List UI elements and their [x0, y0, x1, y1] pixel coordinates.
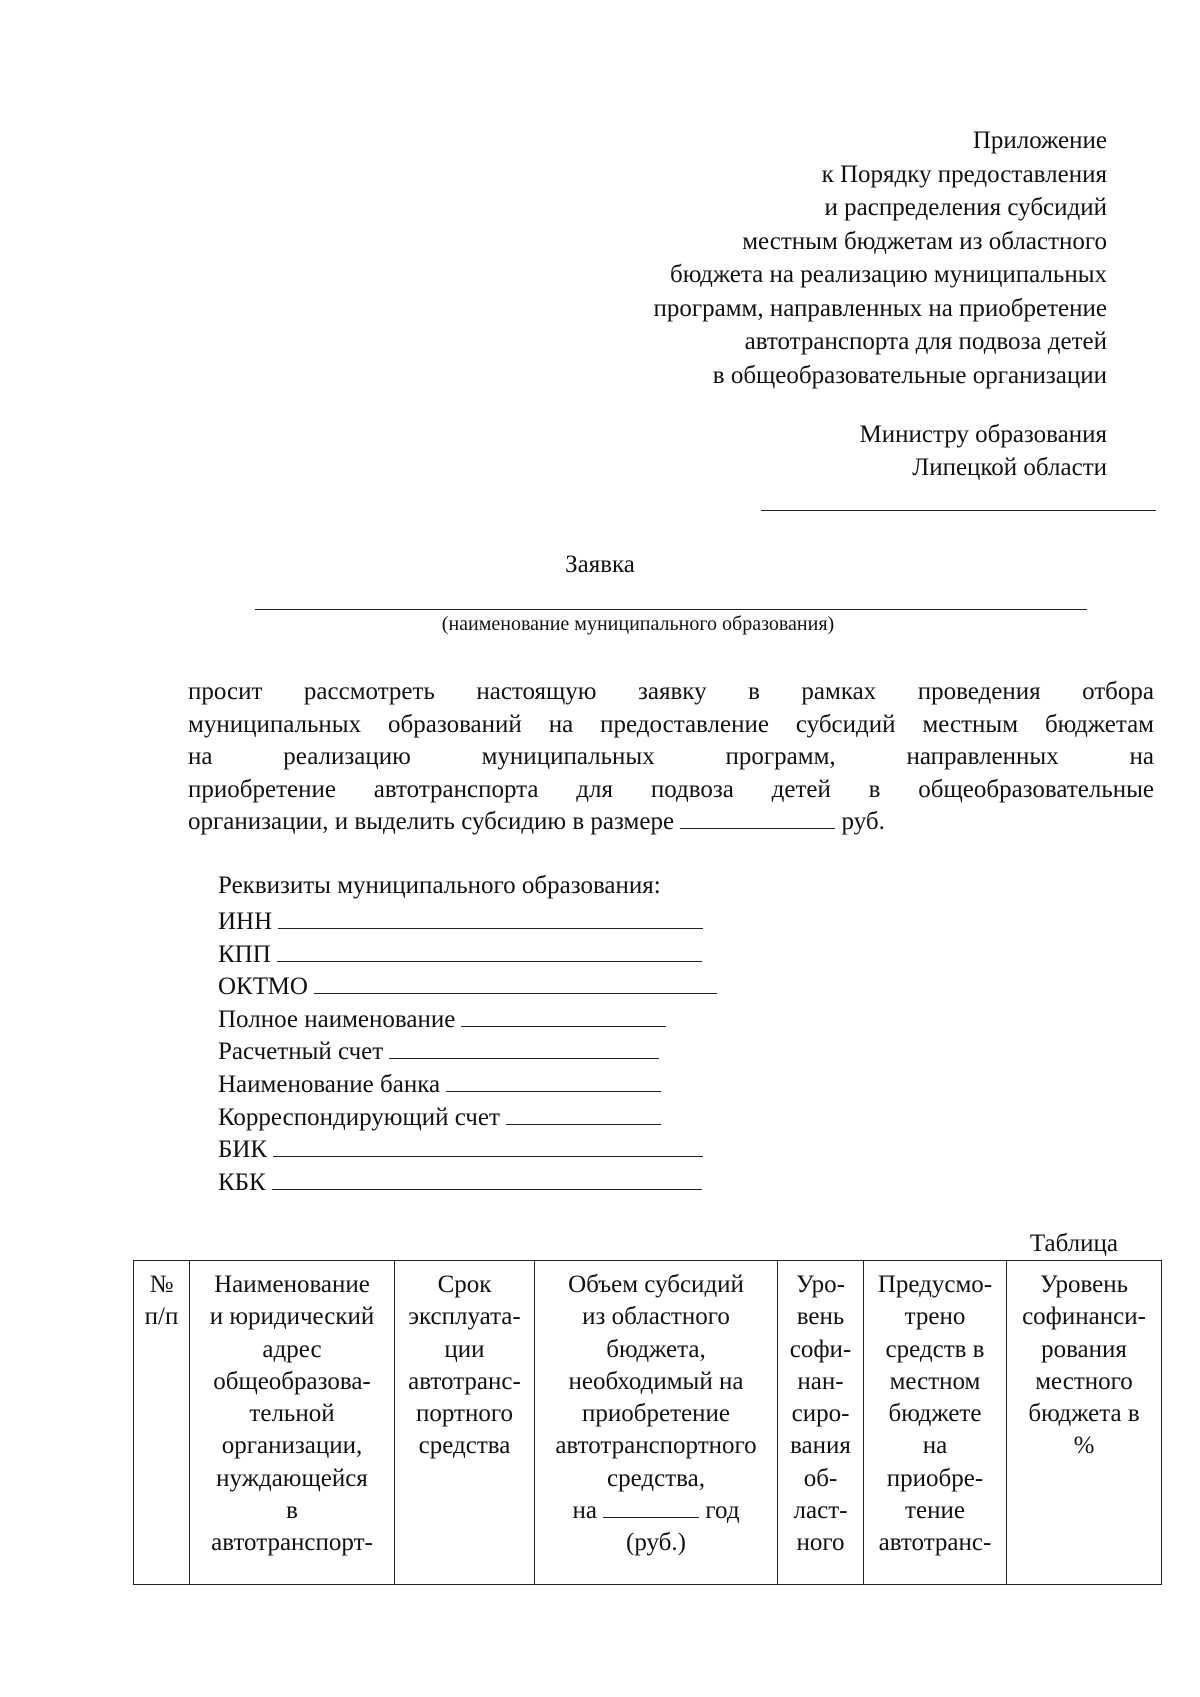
requisite-label: Наименование банка	[218, 1070, 441, 1098]
requisite-blank[interactable]	[273, 1134, 703, 1157]
requisite-label: ИНН	[218, 908, 273, 935]
requisite-label: КБК	[218, 1168, 266, 1196]
appendix-line: автотранспорта для подвоза детей	[744, 328, 1107, 355]
requisite-blank[interactable]	[389, 1036, 659, 1059]
table-label: Таблица	[1029, 1230, 1118, 1257]
body-line-text: организации, и выделить субсидию в размере	[188, 808, 675, 835]
request-body	[188, 676, 1154, 839]
requisite-row-full-name	[218, 1004, 717, 1037]
body-line: приобретение автотранспорта для подвоза детей в общеобразовательные	[188, 775, 1154, 803]
requisite-blank[interactable]	[446, 1069, 661, 1092]
requisite-label: Корреспондирующий счет	[218, 1103, 500, 1131]
document-title: Заявка	[565, 551, 635, 578]
header-cell-number: № п/п	[134, 1261, 190, 1585]
body-line: муниципальных образований на предоставление субсидий местным бюджетам	[188, 710, 1154, 738]
body-line: просит рассмотреть настоящую заявку в рамках проведения отбора	[188, 678, 1154, 705]
requisite-row-account	[218, 1036, 717, 1069]
requisite-blank[interactable]	[277, 939, 702, 962]
body-line-last	[188, 806, 1154, 839]
requisite-label: КПП	[218, 940, 271, 968]
recipient-line-text: Министру образования	[859, 421, 1107, 448]
requisite-row-bik	[218, 1134, 717, 1167]
header-cell-local-cofinancing: Уровень софинанси- рования местного бюджета в %	[1007, 1261, 1162, 1585]
recipient-line-text: Липецкой области	[912, 454, 1107, 481]
header-cell-local-budget-funds: Предусмо- трено средств в местном бюджете на приобре- тение автотранс-	[864, 1261, 1007, 1585]
recipient-name-blank[interactable]	[761, 510, 1156, 511]
currency-unit: руб.	[841, 808, 885, 835]
appendix-line: Приложение	[972, 127, 1107, 154]
requisite-label: Полное наименование	[218, 1005, 456, 1033]
appendix-line: к Порядку предоставления	[821, 160, 1107, 188]
appendix-line: местным бюджетам из областного	[742, 227, 1107, 255]
header-cell-subsidy-volume: Объем субсидий из областного бюджета, необходимый на приобретение автотранспортного средства, на год (руб.)	[535, 1261, 778, 1585]
subsidy-amount-blank[interactable]	[680, 827, 835, 829]
municipality-name-blank[interactable]	[255, 609, 1087, 610]
subsidy-table	[133, 1260, 1162, 1585]
requisite-row-bank	[218, 1069, 717, 1102]
requisite-row-kpp	[218, 939, 717, 972]
requisite-blank[interactable]	[272, 1167, 702, 1190]
appendix-line: программ, направленных на приобретение	[653, 294, 1107, 322]
year-blank[interactable]	[603, 1516, 699, 1518]
requisite-blank[interactable]	[278, 906, 703, 929]
appendix-line: и распределения субсидий	[824, 194, 1107, 221]
table-header-row	[134, 1261, 1162, 1585]
requisite-blank[interactable]	[461, 1004, 666, 1027]
recipient-block	[860, 418, 1108, 484]
requisites-heading: Реквизиты муниципального образования:	[218, 872, 661, 899]
appendix-line: в общеобразовательные организации	[712, 361, 1107, 389]
requisite-row-corr-account	[218, 1102, 717, 1135]
header-unit: (руб.)	[626, 1529, 686, 1557]
body-line: на реализацию муниципальных программ, направленных на	[188, 743, 1154, 770]
header-cell-service-life: Срок эксплуата- ции автотранс- портного средства	[395, 1261, 535, 1585]
header-cell-regional-cofinancing: Уро- вень софи- нан- сиро- вания об- ласт- ного	[778, 1261, 864, 1585]
requisite-row-oktmo	[218, 971, 717, 1004]
requisite-label: БИК	[218, 1136, 268, 1164]
appendix-block	[653, 124, 1107, 392]
requisite-label: ОКТМО	[218, 973, 308, 1001]
appendix-line: бюджета на реализацию муниципальных	[670, 261, 1107, 288]
header-year-line: на год	[572, 1497, 740, 1525]
municipality-caption: (наименование муниципального образования)	[441, 613, 835, 635]
requisite-row-kbk	[218, 1167, 717, 1200]
requisites-list	[218, 906, 717, 1199]
requisite-blank[interactable]	[506, 1102, 661, 1125]
header-cell-organization: Наименование и юридический адрес общеобразова- тельной организации, нуждающейся в автотранспорт-	[190, 1261, 395, 1585]
requisite-blank[interactable]	[314, 971, 717, 994]
requisite-label: Расчетный счет	[218, 1038, 384, 1066]
requisite-row-inn	[218, 906, 717, 939]
